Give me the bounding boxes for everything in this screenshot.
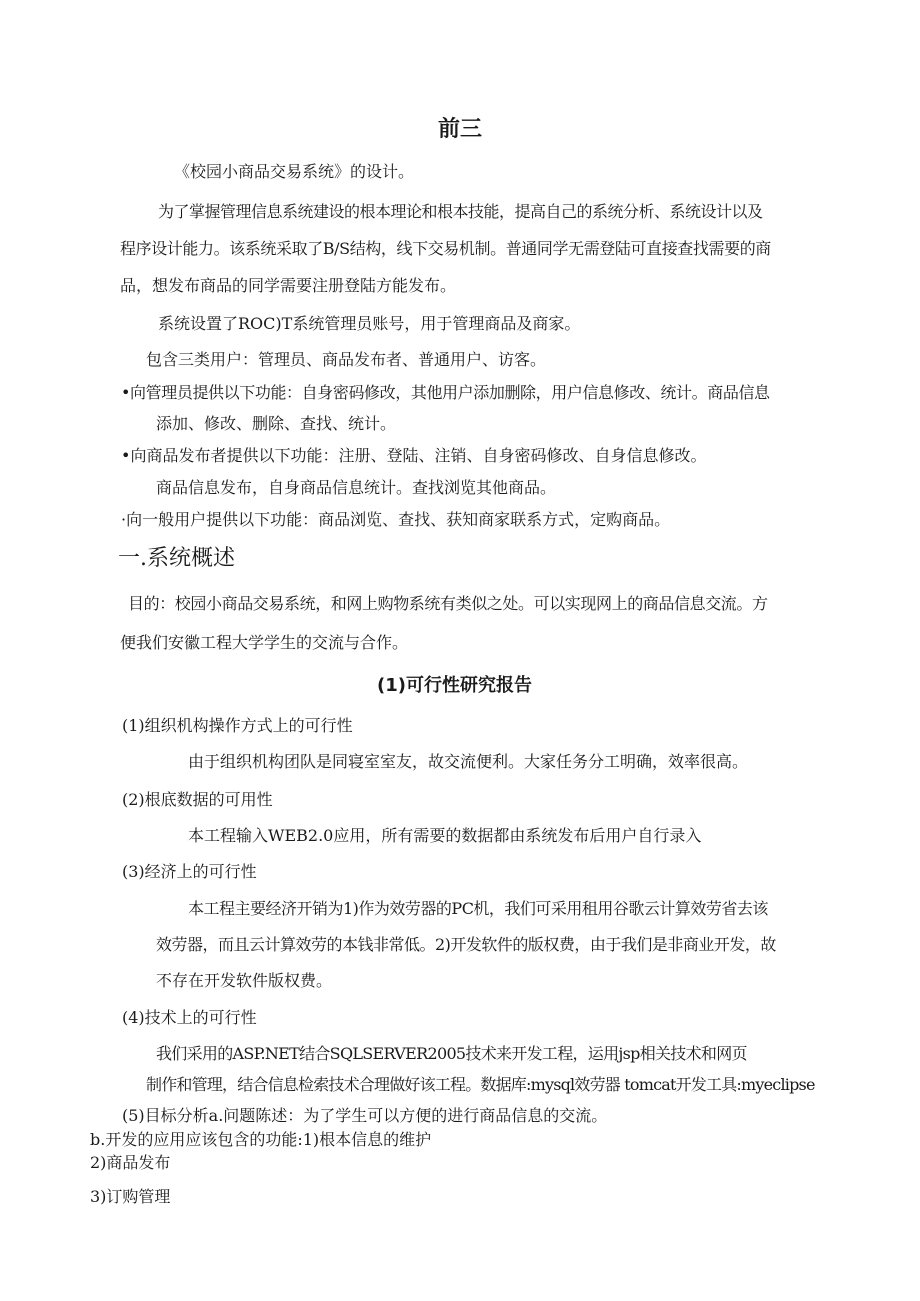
functions-line: b.开发的应用应该包含的功能:1)根本信息的维护 (90, 1130, 432, 1149)
subsection-heading: (1)可行性研究报告 (377, 675, 532, 696)
bullet-user-line: ·向一般用户提供以下功能：商品浏览、查找、获知商家联系方式，定购商品。 (121, 510, 671, 529)
list-item: 3)订购管理 (90, 1187, 171, 1206)
bullet-publisher-line: 商品信息发布，自身商品信息统计。查找浏览其他商品。 (156, 478, 557, 497)
intro-line: 《校园小商品交易系统》的设计。 (174, 162, 415, 181)
feasibility-heading: (1)组织机构操作方式上的可行性 (122, 716, 353, 735)
bullet-publisher-line: •向商品发布者提供以下功能：注册、登陆、注销、自身密码修改、自身信息修改。 (121, 446, 707, 465)
feasibility-text: 效劳器，而且云计算效劳的本钱非常低。2)开发软件的版权费，由于我们是非商业开发，故 (156, 935, 776, 954)
admin-account-line: 系统设置了ROC)T系统管理员账号，用于管理商品及商家。 (158, 314, 581, 333)
section-heading: 一.系统概述 (118, 546, 235, 571)
bullet-admin-line: 添加、修改、删除、查找、统计。 (156, 414, 397, 433)
feasibility-text: 制作和管理，结合信息检索技术合理做好该工程。数据库:mysql效劳器 tomcat开发工具:myeclipse (146, 1075, 815, 1094)
user-types-line: 包含三类用户：管理员、商品发布者、普通用户、访客。 (146, 350, 547, 369)
purpose-line: 目的：校园小商品交易系统，和网上购物系统有类似之处。可以实现网上的商品信息交流。方 (128, 594, 768, 613)
feasibility-heading: (2)根底数据的可用性 (122, 790, 273, 809)
bullet-admin-line: •向管理员提供以下功能：自身密码修改，其他用户添加删除，用户信息修改、统计。商品信息 (121, 383, 770, 402)
feasibility-text: 本工程主要经济开销为1)作为效劳器的PC机，我们可采用租用谷歌云计算效劳省去该 (188, 899, 768, 918)
goal-analysis-line: (5)目标分析a.问题陈述：为了学生可以方便的进行商品信息的交流。 (122, 1106, 608, 1125)
feasibility-heading: (3)经济上的可行性 (122, 862, 257, 881)
purpose-line: 便我们安徽工程大学学生的交流与合作。 (120, 633, 409, 652)
feasibility-text: 本工程输入WEB2.0应用，所有需要的数据都由系统发布后用户自行录入 (188, 826, 702, 845)
paragraph-line: 为了掌握管理信息系统建设的根本理论和根本技能，提高自己的系统分析、系统设计以及 (158, 202, 763, 221)
feasibility-text: 我们采用的ASP.NET结合SQLSERVER2005技术来开发工程，运用jsp相关技术和网页 (156, 1044, 747, 1063)
feasibility-text: 不存在开发软件版权费。 (156, 971, 333, 990)
page-title: 前三 (438, 117, 483, 142)
feasibility-heading: (4)技术上的可行性 (122, 1008, 257, 1027)
feasibility-text: 由于组织机构团队是同寝室室友，故交流便利。大家任务分工明确，效率很高。 (188, 752, 749, 771)
list-item: 2)商品发布 (90, 1153, 171, 1172)
paragraph-line: 品，想发布商品的同学需要注册登陆方能发布。 (120, 276, 457, 295)
paragraph-line: 程序设计能力。该系统采取了B/S结构，线下交易机制。普通同学无需登陆可直接查找需要的商 (120, 239, 771, 258)
